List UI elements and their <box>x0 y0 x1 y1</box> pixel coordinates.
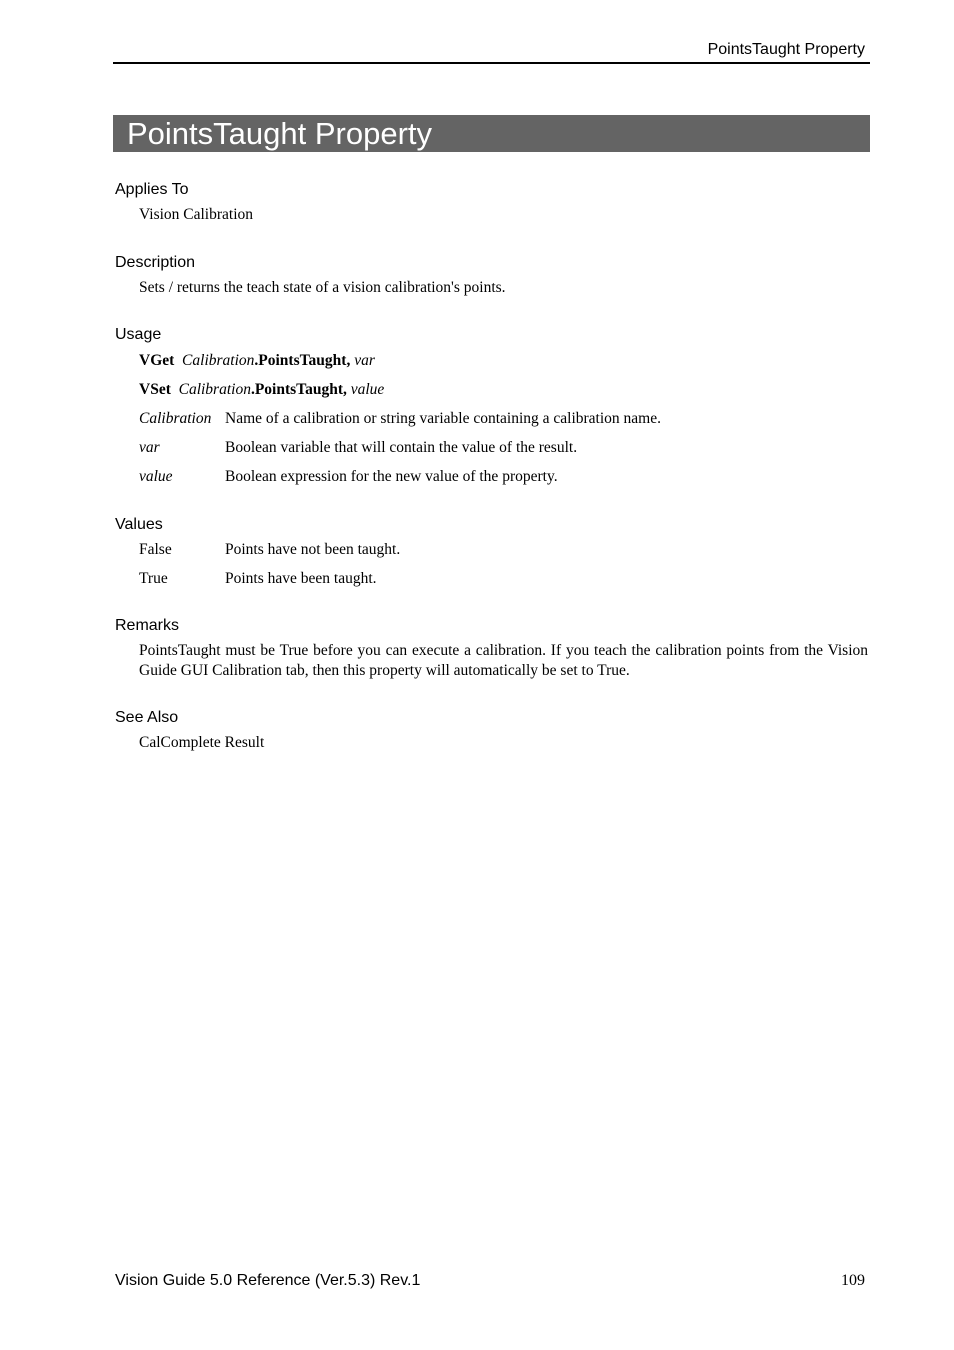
vset-keyword: VSet <box>139 381 171 398</box>
param-desc-var: Boolean variable that will contain the value of the result. <box>225 439 578 456</box>
see-also-heading: See Also <box>115 709 179 726</box>
value-term-true: True <box>139 570 168 587</box>
vset-arg: value <box>350 381 385 398</box>
vset-property: .PointsTaught, <box>250 381 347 398</box>
param-term-var: var <box>139 439 160 456</box>
vget-property: .PointsTaught, <box>254 352 351 369</box>
description-text: Sets / returns the teach state of a vision calibration's points. <box>139 279 506 296</box>
vget-arg: var <box>354 352 375 369</box>
param-term <box>139 438 160 458</box>
param-term-value: value <box>139 468 173 485</box>
param-term-calibration: Calibration <box>139 410 212 427</box>
footer-page-number: 109 <box>841 1272 865 1289</box>
vget-keyword: VGet <box>139 352 175 369</box>
param-desc-value: Boolean expression for the new value of the property. <box>225 468 558 485</box>
usage-vget-syntax <box>139 351 375 371</box>
see-also-text: CalComplete Result <box>139 734 265 751</box>
running-header-title: PointsTaught Property <box>707 41 865 58</box>
param-term <box>139 467 173 487</box>
vset-object: Calibration <box>178 381 251 398</box>
remarks-heading: Remarks <box>115 617 180 634</box>
vget-object: Calibration <box>182 352 255 369</box>
page-title: PointsTaught Property <box>113 115 870 152</box>
param-desc-calibration: Name of a calibration or string variable containing a calibration name. <box>225 410 661 427</box>
value-desc-true: Points have been taught. <box>225 570 377 587</box>
footer-doc-title: Vision Guide 5.0 Reference (Ver.5.3) Rev.1 <box>115 1272 421 1289</box>
value-desc-false: Points have not been taught. <box>225 541 401 558</box>
usage-heading: Usage <box>115 326 162 343</box>
remarks-text: PointsTaught must be True before you can execute a calibration. If you teach the calibration points from the Vision Guide GUI Calibration tab, then this property will automatically be set to True. <box>139 642 868 679</box>
running-header <box>113 40 870 64</box>
usage-vset-syntax <box>139 380 384 400</box>
param-term <box>139 409 211 429</box>
description-heading: Description <box>115 254 196 271</box>
applies-to-text: Vision Calibration <box>139 206 254 223</box>
value-term-false: False <box>139 541 172 558</box>
values-heading: Values <box>115 516 163 533</box>
applies-to-heading: Applies To <box>115 181 189 198</box>
